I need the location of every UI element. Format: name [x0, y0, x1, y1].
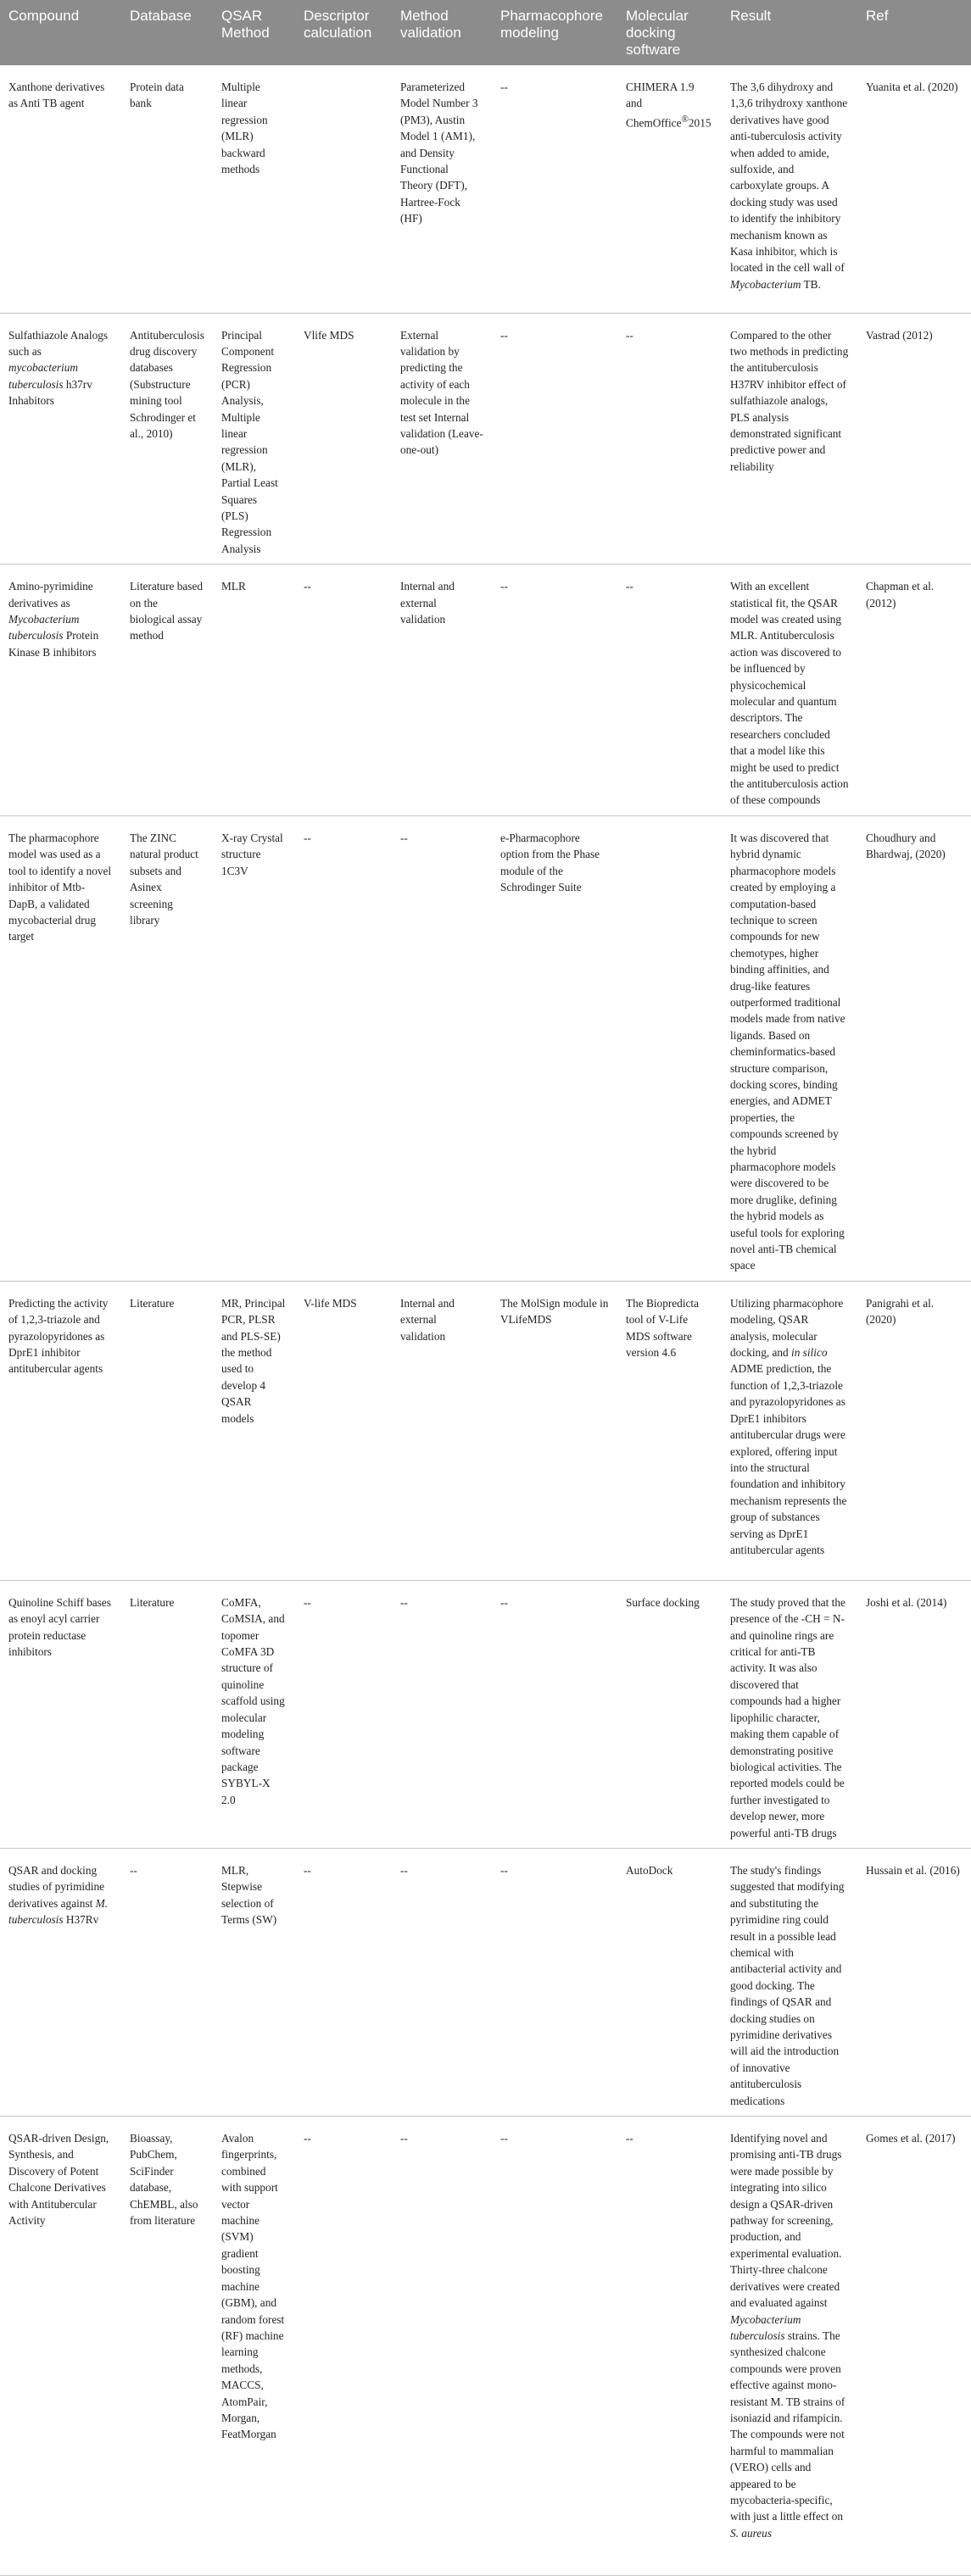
docking-text: CHIMERA 1.9 and ChemOffice: [626, 81, 695, 130]
compound-text: Sulfathiazole Analogs such as: [8, 328, 109, 358]
result-text: The 3,6 dihydroxy and 1,3,6 trihydroxy xanthone derivatives have good anti-tuberculosis activity when added to amide, sulfoxide, and carboxylate groups. A docking study was used to identify the inhibitory mechanism known as Kasa inhibitor, which is located in the cell wall of: [730, 81, 848, 275]
header-method-validation: Method validation: [392, 0, 492, 65]
result-text: TB.: [801, 277, 821, 291]
compound-text: Amino-pyrimidine derivatives as: [8, 580, 93, 609]
cell-docking: [617, 65, 722, 313]
cell-pharmacophore: --: [492, 65, 617, 313]
cell-qsar-method: MR, Principal PCR, PLSR and PLS-SE) the method used to develop 4 QSAR models: [213, 1281, 295, 1580]
cell-compound: [0, 1848, 121, 2116]
table-row: [0, 815, 971, 1281]
header-pharmacophore-modeling: Pharmacophore modeling: [492, 0, 617, 65]
cell-ref: Yuanita et al. (2020): [857, 65, 971, 313]
cell-compound: The pharmacophore model was used as a tool to identify a novel inhibitor of Mtb-DapB, a validated mycobacterial drug target: [0, 815, 121, 1281]
cell-qsar-method: Avalon fingerprints, combined with support vector machine (SVM) gradient boosting machine (GBM), and random forest (RF) machine learning methods, MACCS, AtomPair, Morgan, FeatMorgan: [213, 2117, 295, 2576]
cell-database: Literature: [121, 1580, 213, 1848]
cell-descriptor: --: [295, 2117, 392, 2576]
cell-descriptor: V-life MDS: [295, 1281, 392, 1580]
cell-docking: AutoDock: [617, 1848, 722, 2116]
cell-result: With an excellent statistical fit, the QSAR model was created using MLR. Antituberculosis action was discovered to be influenced by physicochemical molecular and quantum descriptors. The researchers concluded that a model like this might be used to predict the antituberculosis action of these compounds: [722, 565, 857, 816]
cell-ref: Joshi et al. (2014): [857, 1580, 971, 1848]
cell-qsar-method: MLR: [213, 565, 295, 816]
header-row: [0, 0, 971, 65]
cell-validation: --: [392, 1580, 492, 1848]
compound-italic: Mycobacterium tuberculosis: [8, 613, 80, 643]
cell-ref: Hussain et al. (2016): [857, 1848, 971, 2116]
header-descriptor-calculation: Descriptor calculation: [295, 0, 392, 65]
cell-pharmacophore: e-Pharmacophore option from the Phase module of the Schrodinger Suite: [492, 815, 617, 1281]
result-italic: in silico: [791, 1346, 828, 1360]
compound-text: Protein Kinase B inhibitors: [8, 629, 99, 659]
cell-descriptor: --: [295, 1580, 392, 1848]
cell-ref: Choudhury and Bhardwaj, (2020): [857, 815, 971, 1281]
header-molecular-docking-software: Molecular docking software: [617, 0, 722, 65]
header-qsar-method: QSAR Method: [213, 0, 295, 65]
cell-qsar-method: Multiple linear regression (MLR) backward methods: [213, 65, 295, 313]
cell-docking: --: [617, 2117, 722, 2576]
cell-result: [722, 65, 857, 313]
cell-descriptor: [295, 65, 392, 313]
cell-validation: External validation by predicting the activity of each molecule in the test set Internal validation (Leave-one-out): [392, 313, 492, 565]
cell-qsar-method: MLR, Stepwise selection of Terms (SW): [213, 1848, 295, 2116]
cell-docking: --: [617, 565, 722, 816]
compound-text: h37rv Inhabitors: [8, 377, 92, 408]
header-result: Result: [722, 0, 857, 65]
cell-validation: --: [392, 2117, 492, 2576]
result-text: strains. The synthesized chalcone compounds were proven effective against mono-resistant M. TB strains of isoniazid and rifampicin. The compounds were not harmful to mammalian (VERO) cells and appeared to be mycobacteria-specific, with just a little effect on: [730, 2328, 845, 2523]
cell-descriptor: --: [295, 1848, 392, 2116]
cell-pharmacophore: --: [492, 565, 617, 816]
result-italic: Mycobacterium: [730, 277, 801, 291]
cell-descriptor: --: [295, 815, 392, 1281]
result-text: Utilizing pharmacophore modeling, QSAR analysis, molecular docking, and: [730, 1296, 844, 1360]
cell-database: Literature based on the biological assay method: [121, 565, 213, 816]
cell-result: Compared to the other two methods in predicting the antituberculosis H37RV inhibitor effect of sulfathiazole analogs, PLS analysis demonstrated significant predictive power and reliability: [722, 313, 857, 565]
cell-database: Literature: [121, 1281, 213, 1580]
cell-compound: Quinoline Schiff bases as enoyl acyl carrier protein reductase inhibitors: [0, 1580, 121, 1848]
cell-validation: Internal and external validation: [392, 1281, 492, 1580]
header-database: Database: [121, 0, 213, 65]
table-row: [0, 2117, 971, 2576]
table-row: [0, 65, 971, 313]
cell-result: It was discovered that hybrid dynamic pharmacophore models created by employing a computation-based technique to screen compounds for new chemotypes, higher binding affinities, and drug-like features outperformed traditional models made from native ligands. Based on cheminformatics-based structure comparison, docking scores, binding energies, and ADMET properties, the compounds screened by the hybrid pharmacophore models were discovered to be more druglike, defining the hybrid models as useful tools for exploring novel anti-TB chemical space: [722, 815, 857, 1281]
table-row: [0, 1580, 971, 1848]
cell-validation: --: [392, 815, 492, 1281]
cell-result: [722, 1281, 857, 1580]
cell-docking: Surface docking: [617, 1580, 722, 1848]
cell-pharmacophore: --: [492, 2117, 617, 2576]
registered-mark: ®: [681, 114, 689, 125]
cell-database: Antituberculosis drug discovery databases (Substructure mining tool Schrodinger et al., 2010): [121, 313, 213, 565]
table-row: [0, 565, 971, 816]
cell-result: The study's findings suggested that modifying and substituting the pyrimidine ring could result in a possible lead chemical with antibacterial activity and good docking. The findings of QSAR and docking studies on pyrimidine derivatives will aid the introduction of innovative antituberculosis medications: [722, 1848, 857, 2116]
cell-database: --: [121, 1848, 213, 2116]
result-italic: Mycobacterium tuberculosis: [730, 2312, 801, 2342]
cell-pharmacophore: --: [492, 313, 617, 565]
cell-pharmacophore: --: [492, 1848, 617, 2116]
cell-database: Protein data bank: [121, 65, 213, 313]
cell-pharmacophore: --: [492, 1580, 617, 1848]
cell-compound: Predicting the activity of 1,2,3-triazole and pyrazolopyridones as DprE1 inhibitor antitubercular agents: [0, 1281, 121, 1580]
cell-result: [722, 2117, 857, 2576]
cell-descriptor: Vlife MDS: [295, 313, 392, 565]
table-row: [0, 1848, 971, 2116]
cell-descriptor: --: [295, 565, 392, 816]
docking-text: 2015: [688, 116, 712, 130]
cell-compound: [0, 565, 121, 816]
cell-qsar-method: X-ray Crystal structure 1C3V: [213, 815, 295, 1281]
result-text: Identifying novel and promising anti-TB drugs were made possible by integrating into silico design a QSAR-driven pathway for screening, production, and experimental evaluation. Thirty-three chalcone derivatives were created and evaluated against: [730, 2132, 842, 2310]
result-italic: S. aureus: [730, 2526, 772, 2540]
cell-database: The ZINC natural product subsets and Asinex screening library: [121, 815, 213, 1281]
cell-validation: --: [392, 1848, 492, 2116]
cell-validation: Parameterized Model Number 3 (PM3), Austin Model 1 (AM1), and Density Functional Theory (DFT), Hartree-Fock (HF): [392, 65, 492, 313]
cell-compound: QSAR-driven Design, Synthesis, and Discovery of Potent Chalcone Derivatives with Antitubercular Activity: [0, 2117, 121, 2576]
cell-docking: The Biopredicta tool of V-Life MDS software version 4.6: [617, 1281, 722, 1580]
compound-text: QSAR and docking studies of pyrimidine derivatives against: [8, 1863, 105, 1910]
cell-pharmacophore: The MolSign module in VLifeMDS: [492, 1281, 617, 1580]
compound-text: H37Rv: [63, 1913, 99, 1927]
header-ref: Ref: [857, 0, 971, 65]
cell-qsar-method: Principal Component Regression (PCR) Analysis, Multiple linear regression (MLR), Partial Least Squares (PLS) Regression Analysis: [213, 313, 295, 565]
cell-qsar-method: CoMFA, CoMSIA, and topomer CoMFA 3D structure of quinoline scaffold using molecular modeling software package SYBYL-X 2.0: [213, 1580, 295, 1848]
cell-compound: [0, 313, 121, 565]
cell-ref: Panigrahi et al. (2020): [857, 1281, 971, 1580]
cell-validation: Internal and external validation: [392, 565, 492, 816]
result-text: ADME prediction, the function of 1,2,3-triazole and pyrazolopyridones as DprE1 inhibitors antitubercular drugs were explored, offering input into the structural foundation and inhibitory mechanism represents the group of substances serving as DprE1 antitubercular agents: [730, 1362, 847, 1556]
header-compound: Compound: [0, 0, 121, 65]
table-row: [0, 313, 971, 565]
cell-ref: Chapman et al. (2012): [857, 565, 971, 816]
compound-italic: M. tuberculosis: [8, 1896, 109, 1927]
cell-docking: [617, 815, 722, 1281]
cell-docking: --: [617, 313, 722, 565]
table-row: [0, 1281, 971, 1580]
compound-italic: mycobacterium tuberculosis: [8, 361, 78, 391]
cell-database: Bioassay, PubChem, SciFinder database, ChEMBL, also from literature: [121, 2117, 213, 2576]
cell-result: The study proved that the presence of the -CH = N- and quinoline rings are critical for anti-TB activity. It was also discovered that compounds had a higher lipophilic character, making them capable of demonstrating positive biological activities. The reported models could be further investigated to develop newer, more powerful anti-TB drugs: [722, 1580, 857, 1848]
cell-compound: Xanthone derivatives as Anti TB agent: [0, 65, 121, 313]
cell-ref: Gomes et al. (2017): [857, 2117, 971, 2576]
cell-ref: Vastrad (2012): [857, 313, 971, 565]
